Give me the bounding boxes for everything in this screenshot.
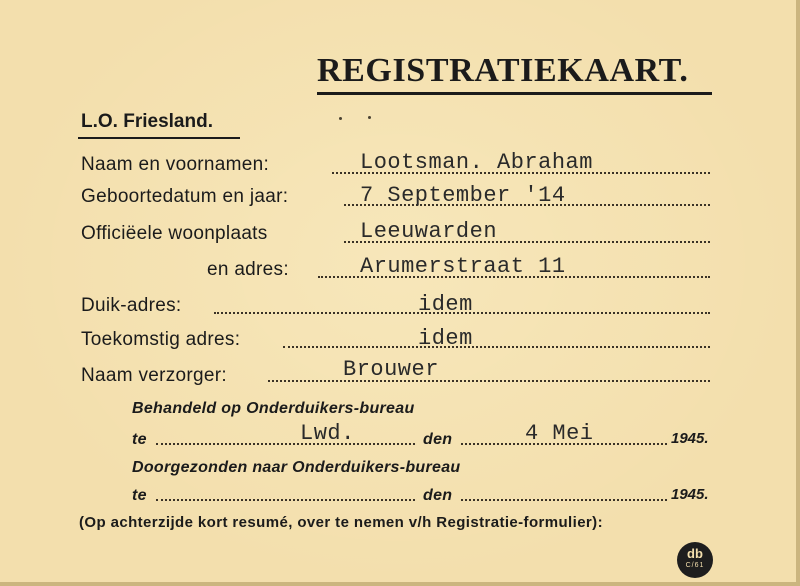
doorgezonden-heading: Doorgezonden naar Onderduikers-bureau bbox=[132, 459, 461, 476]
doorgezonden-te-dotted-line bbox=[156, 499, 415, 501]
toekomstig-adres-dotted-line bbox=[283, 346, 710, 348]
naam-label: Naam en voornamen: bbox=[81, 154, 270, 175]
title-underline bbox=[317, 92, 712, 95]
printer-logo-stamp bbox=[677, 542, 713, 578]
woonplaats-value: Leeuwarden bbox=[360, 219, 498, 244]
doorgezonden-den-dotted-line bbox=[461, 499, 667, 501]
stamp-logo-text: db bbox=[687, 546, 703, 561]
stamp-code-text: C/61 bbox=[685, 562, 705, 569]
duik-adres-label: Duik-adres: bbox=[81, 295, 182, 316]
paper-specks bbox=[337, 116, 377, 122]
behandeld-te-value: Lwd. bbox=[300, 421, 355, 446]
doorgezonden-den-label: den bbox=[423, 487, 453, 504]
behandeld-te-dotted-line bbox=[156, 443, 415, 445]
behandeld-den-value: 4 Mei bbox=[525, 421, 594, 446]
woonplaats-label: Officiëele woonplaats bbox=[81, 223, 268, 244]
naam-value: Lootsman. Abraham bbox=[360, 150, 593, 175]
footer-note: (Op achterzijde kort resumé, over te nemen v/h Registratie-formulier): bbox=[79, 514, 603, 531]
adres-value: Arumerstraat 11 bbox=[360, 254, 566, 279]
card-title: REGISTRATIEKAART. bbox=[317, 52, 689, 89]
behandeld-heading: Behandeld op Onderduikers-bureau bbox=[132, 400, 415, 417]
doorgezonden-year: 1945. bbox=[671, 486, 709, 503]
behandeld-year: 1945. bbox=[671, 430, 709, 447]
duik-adres-value: idem bbox=[418, 292, 473, 317]
behandeld-te-label: te bbox=[132, 431, 147, 448]
verzorger-value: Brouwer bbox=[343, 357, 439, 382]
doorgezonden-te-label: te bbox=[132, 487, 147, 504]
verzorger-dotted-line bbox=[268, 380, 710, 382]
organisation-name: L.O. Friesland. bbox=[81, 111, 213, 132]
adres-label: en adres: bbox=[207, 259, 289, 280]
verzorger-label: Naam verzorger: bbox=[81, 365, 227, 386]
organisation-underline bbox=[78, 137, 240, 139]
toekomstig-adres-value: idem bbox=[418, 326, 473, 351]
behandeld-den-label: den bbox=[423, 431, 453, 448]
toekomstig-adres-label: Toekomstig adres: bbox=[81, 329, 241, 350]
geboortedatum-value: 7 September '14 bbox=[360, 183, 566, 208]
geboortedatum-label: Geboortedatum en jaar: bbox=[81, 186, 289, 207]
